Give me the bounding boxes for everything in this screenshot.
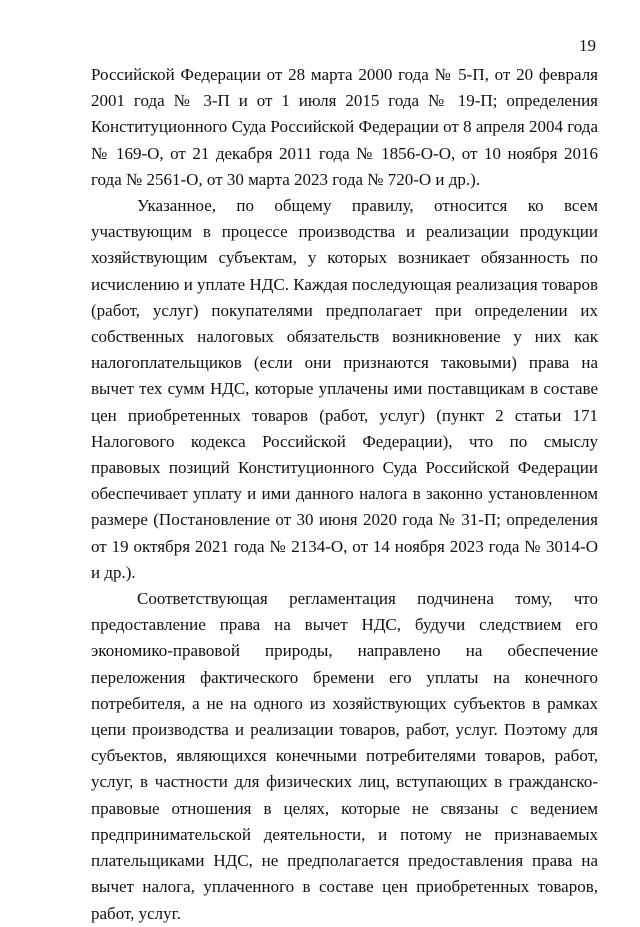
paragraph: Соответствующая регламентация подчинена тому, что предоставление права на вычет НДС, будучи следствием его экономико-правовой природы, направлено на обеспечение переложения фактического бремени его уплаты на конечного потребителя, а не на одного из хозяйствующих субъектов в рамках цепи производства и реализации товаров, работ, услуг. Поэтому для субъектов, являющихся конечными потребителями товаров, работ, услуг, в частности для физических лиц, вступающих в гражданско-правовые отношения в целях, которые не связаны с ведением предпринимательской деятельности, и потому не признаваемых плательщиками НДС, не предполагается предоставления права на вычет налога, уплаченного в составе цен приобретенных товаров, работ, услуг. [91,589,598,923]
paragraph: Указанное, по общему правилу, относится ко всем участвующим в процессе производства и реализации продукции хозяйствующим субъектам, у которых возникает обязанность по исчислению и уплате НДС. Каждая последующая реализация товаров (работ, услуг) покупателями предполагает при определении их собственных налоговых обязательств возникновение у них как налогоплательщиков (если они признаются таковыми) права на вычет тех сумм НДС, которые уплачены ими поставщикам в составе цен приобретенных товаров (работ, услуг) (пункт 2 статьи 171 Налогового кодекса Российской Федерации), что по смыслу правовых позиций Конституционного Суда Российской Федерации обеспечивает уплату и ими данного налога в законно установленном размере (Постановление от 30 июня 2020 года № 31-П; определения от 19 октября 2021 года № 2134-О, от 14 ноября 2023 года № 3014-О и др.). [91,196,598,582]
paragraph-continuation: Российской Федерации от 28 марта 2000 года № 5-П, от 20 февраля 2001 года № 3-П и от 1 июля 2015 года № 19-П; определения Конституционного Суда Российской Федерации от 8 апреля 2004 года № 169-О, от 21 декабря 2011 года № 1856-О-О, от 10 ноября 2016 года № 2561-О, от 30 марта 2023 года № 720-О и др.). [91,65,598,189]
page-number: 19 [579,36,596,55]
document-body [91,62,598,927]
